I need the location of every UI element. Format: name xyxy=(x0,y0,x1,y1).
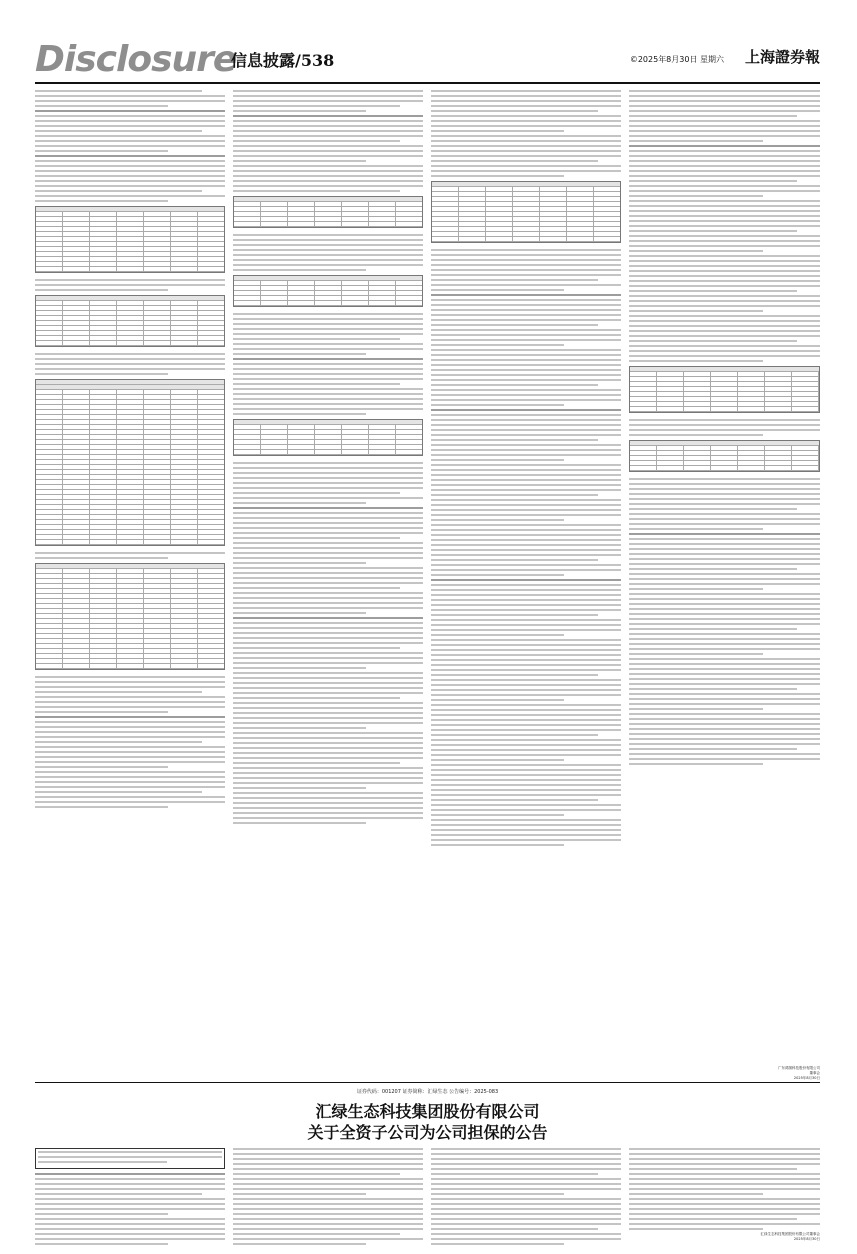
upper-column-3 xyxy=(431,90,621,849)
upper-column-4 xyxy=(629,90,820,768)
announcement-column-1 xyxy=(35,1148,225,1248)
financial-table xyxy=(233,419,423,456)
header-rule xyxy=(35,82,820,84)
section-divider xyxy=(35,1082,820,1083)
notice-box xyxy=(35,1148,225,1169)
newspaper-logo: 上海證券報 xyxy=(744,48,820,66)
upper-signoff xyxy=(700,1066,820,1081)
financial-table xyxy=(629,440,820,472)
announcement-column-4 xyxy=(629,1148,820,1233)
masthead xyxy=(35,40,820,82)
signoff-role: 董事会 xyxy=(809,1071,820,1075)
financial-table xyxy=(629,366,820,413)
signoff-company: 广东鸿图科技股份有限公司 xyxy=(778,1066,820,1070)
announcement-column-2 xyxy=(233,1148,423,1248)
signoff-date: 2025年8月30日 xyxy=(793,1076,820,1080)
disclosure-logo: Disclosure xyxy=(35,39,237,80)
financial-table xyxy=(35,295,225,347)
financial-table xyxy=(35,206,225,273)
financial-table xyxy=(233,275,423,307)
financial-table xyxy=(35,379,225,546)
financial-table xyxy=(233,196,423,228)
financial-table xyxy=(431,181,621,243)
upper-column-1 xyxy=(35,90,225,811)
upper-column-2 xyxy=(233,90,423,827)
announcement-company: 汇绿生态科技集团股份有限公司 xyxy=(315,1102,540,1121)
announcement-signoff xyxy=(700,1232,820,1242)
announcement-signoff-date: 2025年8月30日 xyxy=(793,1237,820,1241)
issue-date: ©2025年8月30日 星期六 xyxy=(629,55,724,64)
announcement-signoff-company: 汇绿生态科技集团股份有限公司董事会 xyxy=(760,1232,820,1236)
announcement-column-3 xyxy=(431,1148,621,1248)
stock-code-line: 证券代码：001207 证券简称：汇绿生态 公告编号：2025-083 xyxy=(356,1089,499,1095)
section-title: 信息披露/538 xyxy=(231,51,335,70)
announcement-title: 关于全资子公司为公司担保的公告 xyxy=(307,1123,548,1142)
financial-table xyxy=(35,563,225,670)
